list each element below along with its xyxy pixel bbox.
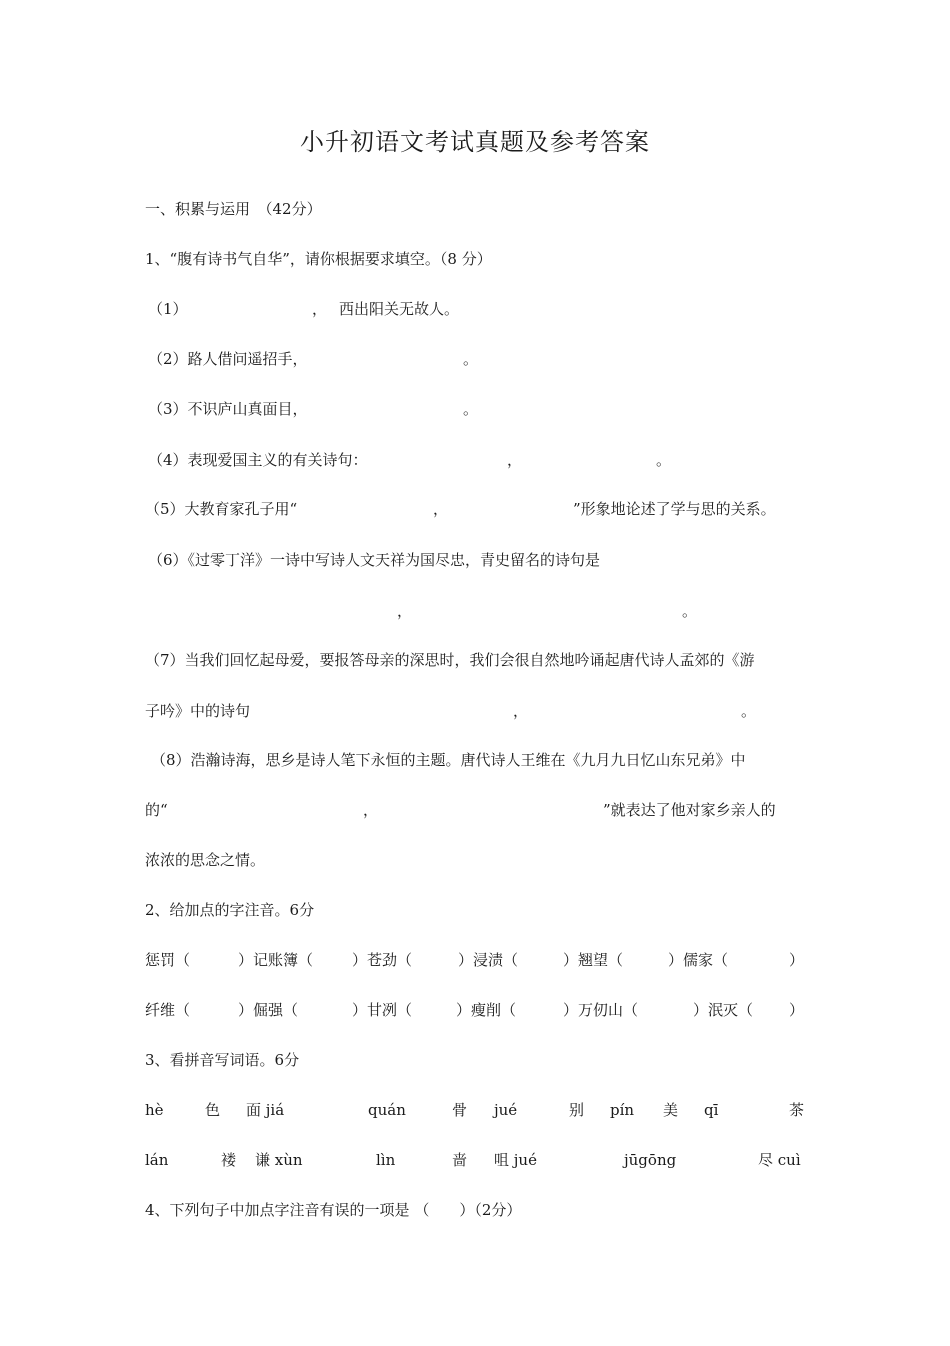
pinyin-item: 咀 jué xyxy=(494,1151,537,1169)
page-title: 小升初语文考试真题及参考答案 xyxy=(300,128,650,156)
pinyin-item: pín xyxy=(610,1101,635,1119)
q2-row-2-word: ）甘冽（ xyxy=(352,1001,413,1019)
question-1-prompt: 1、“腹有诗书气自华”，请你根据要求填空。（8 分） xyxy=(145,250,492,268)
q2-row-2-word: ）瘦削（ xyxy=(456,1001,517,1019)
pinyin-item: quán xyxy=(368,1101,406,1119)
q1-item-4-comma: ， xyxy=(507,451,523,469)
q2-row-1-word: ）浸渍（ xyxy=(458,951,519,969)
pinyin-item: 别 xyxy=(569,1101,585,1119)
q1-item-6-end: 。 xyxy=(682,602,698,620)
q1-item-6-text: （6）《过零丁洋》一诗中写诗人文天祥为国尽忠，青史留名的诗句是 xyxy=(148,551,601,569)
q1-item-5-text: （5）大教育家孔子用“ xyxy=(145,500,298,518)
q2-row-2-word: 纤维（ xyxy=(145,1001,191,1019)
question-4-prompt: 4、下列句子中加点字注音有误的一项是 （ ）（2分） xyxy=(145,1201,522,1219)
q1-item-3-text: （3）不识庐山真面目， xyxy=(148,400,308,418)
q1-item-1-comma: ， xyxy=(312,300,328,318)
q1-item-2-end: 。 xyxy=(463,350,479,368)
pinyin-item: hè xyxy=(145,1101,164,1119)
q1-item-8-cont: 浓浓的思念之情。 xyxy=(145,851,266,869)
q1-item-4-end: 。 xyxy=(656,451,672,469)
q2-row-2-word: ）倔强（ xyxy=(238,1001,299,1019)
q2-row-2-word: ）泯灭（ xyxy=(693,1001,754,1019)
q1-item-8-open: 的“ xyxy=(145,801,168,819)
q1-item-7-cont-text: 子吟》中的诗句 xyxy=(145,702,251,720)
pinyin-item: 面 jiá xyxy=(246,1101,285,1119)
pinyin-item: 骨 xyxy=(452,1101,468,1119)
q1-item-8-close: ”就表达了他对家乡亲人的 xyxy=(603,801,776,819)
q1-item-1-label: （1） xyxy=(148,300,188,318)
pinyin-item: 褛 xyxy=(221,1151,237,1169)
pinyin-item: 啬 xyxy=(452,1151,468,1169)
q2-row-1-word: ）记账簿（ xyxy=(238,951,314,969)
q2-row-1-word: 惩罚（ xyxy=(145,951,191,969)
q1-item-5-comma: ， xyxy=(433,500,449,518)
q2-row-2-word: ） xyxy=(789,1001,805,1019)
pinyin-item: 茶 xyxy=(789,1101,805,1119)
q2-row-1-word: ）儒家（ xyxy=(668,951,729,969)
q2-row-2-word: ）万仞山（ xyxy=(563,1001,639,1019)
pinyin-item: jué xyxy=(494,1101,518,1119)
pinyin-item: 美 xyxy=(663,1101,679,1119)
q1-item-2-text: （2）路人借问遥招手， xyxy=(148,350,308,368)
q1-item-7-text: （7）当我们回忆起母爱，要报答母亲的深思时，我们会很自然地吟诵起唐代诗人孟郊的《游 xyxy=(145,651,755,669)
section-heading: 一、积累与运用 （42分） xyxy=(145,200,322,218)
q1-item-1-rest: 西出阳关无故人。 xyxy=(339,300,460,318)
question-3-prompt: 3、看拼音写词语。6分 xyxy=(145,1051,300,1069)
q1-item-5-end: ”形象地论述了学与思的关系。 xyxy=(573,500,776,518)
q2-row-1-word: ）翘望（ xyxy=(563,951,624,969)
q2-row-1-word: ） xyxy=(789,951,805,969)
pinyin-item: lán xyxy=(145,1151,169,1169)
pinyin-item: 色 xyxy=(205,1101,221,1119)
pinyin-item: lìn xyxy=(376,1151,396,1169)
pinyin-item: qī xyxy=(704,1101,719,1119)
q1-item-3-end: 。 xyxy=(463,400,479,418)
question-2-prompt: 2、给加点的字注音。6分 xyxy=(145,901,315,919)
q1-item-4-text: （4）表现爱国主义的有关诗句： xyxy=(148,451,368,469)
pinyin-item: jūgōng xyxy=(624,1151,677,1169)
q1-item-7-end: 。 xyxy=(741,702,757,720)
q2-row-1-word: ）苍劲（ xyxy=(352,951,413,969)
q1-item-6-comma: ， xyxy=(397,602,413,620)
pinyin-item: 尽 cuì xyxy=(758,1151,801,1169)
q1-item-8-comma: ， xyxy=(363,801,379,819)
q1-item-8-text: （8）浩瀚诗海，思乡是诗人笔下永恒的主题。唐代诗人王维在《九月九日忆山东兄弟》中 xyxy=(151,751,746,769)
q1-item-7-comma: ， xyxy=(513,702,529,720)
pinyin-item: 谦 xùn xyxy=(255,1151,303,1169)
